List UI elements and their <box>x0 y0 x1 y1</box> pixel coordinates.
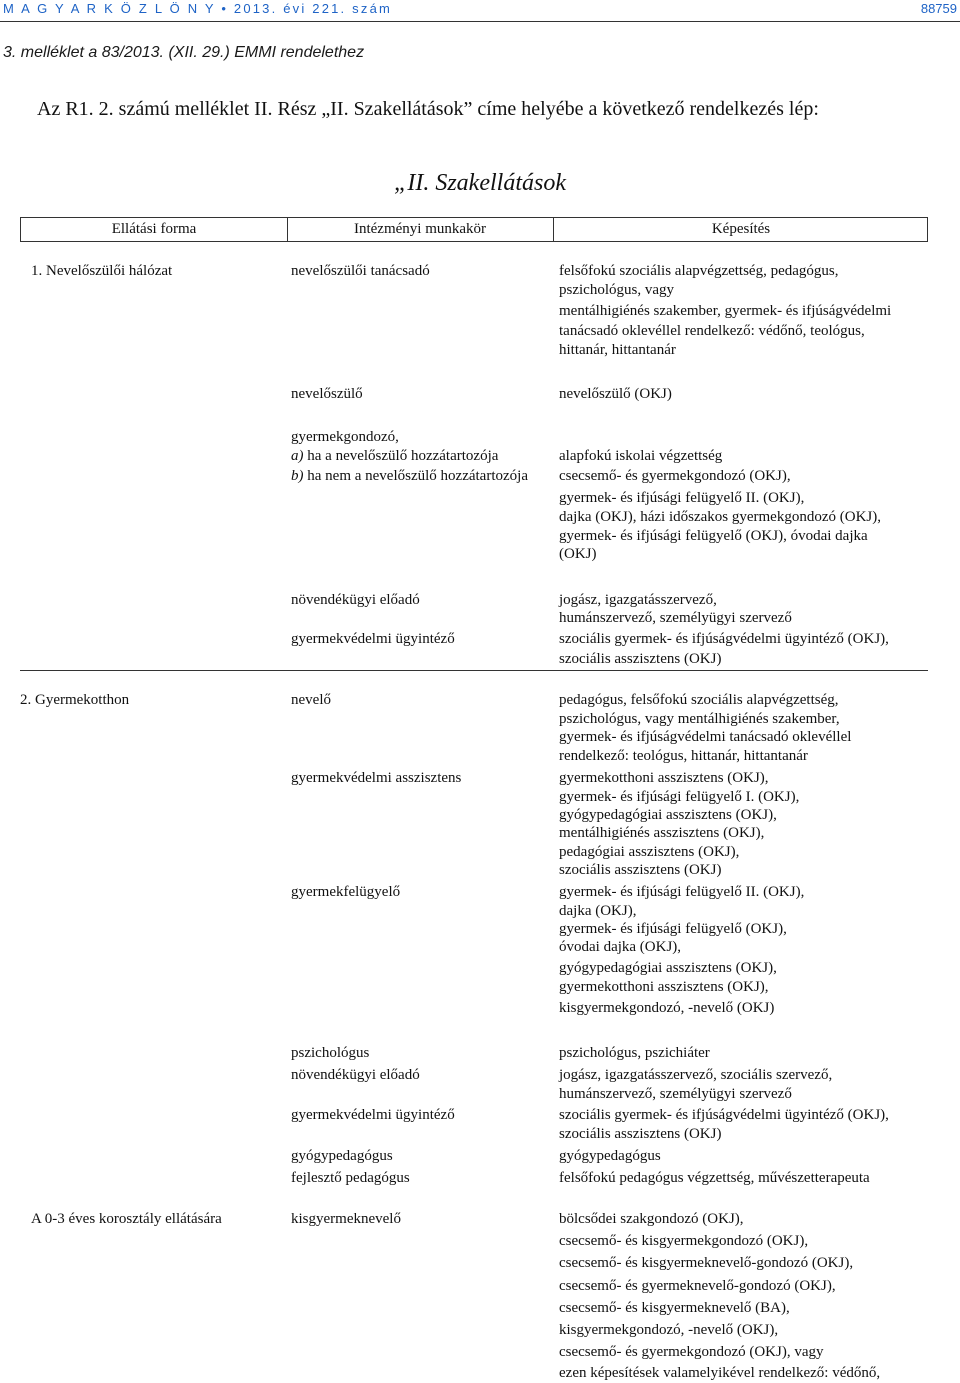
job-title: növendékügyi előadó <box>291 592 420 608</box>
qualification-line: szociális asszisztens (OKJ) <box>559 862 722 878</box>
qualification-line: gyermek- és ifjúsági felügyelő II. (OKJ), <box>559 884 805 900</box>
qualification-line: mentálhigiénés szakember, gyermek- és ifjúságvédelmi <box>559 303 892 319</box>
qualification-line: pedagógus, felsőfokú szociális alapvégzettség, <box>559 692 839 708</box>
job-title: gyermekvédelmi ügyintéző <box>291 631 455 647</box>
qualification-line: humánszervező, személyügyi szervező <box>559 610 792 626</box>
job-title: nevelőszülői tanácsadó <box>291 263 430 279</box>
qualification-line: dajka (OKJ), házi időszakos gyermekgondozó (OKJ), <box>559 509 881 525</box>
section-title: „II. Szakellátások <box>394 170 566 196</box>
job-title: gyermekgondozó, <box>291 429 399 445</box>
qualification-line: gyógypedagógiai asszisztens (OKJ), <box>559 807 777 823</box>
qualification-line: gyógypedagógiai asszisztens (OKJ), <box>559 960 777 976</box>
qualification-line: pszichológus, vagy mentálhigiénés szakember, <box>559 711 840 727</box>
qualification-line: gyermek- és ifjúsági felügyelő (OKJ), <box>559 921 787 937</box>
header-rule <box>0 21 960 22</box>
qualification-line: nevelőszülő (OKJ) <box>559 386 672 402</box>
qualification-line: csecsemő- és gyermekgondozó (OKJ), <box>559 468 791 484</box>
qualification-line: ezen képesítések valamelyikével rendelkező: védőnő, <box>559 1365 881 1381</box>
subcase-marker: a) <box>291 448 304 464</box>
qualification-line: csecsemő- és kisgyermekgondozó (OKJ), <box>559 1233 809 1249</box>
qualification-line: dajka (OKJ), <box>559 903 637 919</box>
subcase-marker: b) <box>291 468 304 484</box>
qualification-line: pedagógiai asszisztens (OKJ), <box>559 844 740 860</box>
job-title: gyermekvédelmi asszisztens <box>291 770 462 786</box>
job-subcase <box>291 467 528 486</box>
qualification-line: mentálhigiénés asszisztens (OKJ), <box>559 825 765 841</box>
qualification-line: szociális asszisztens (OKJ) <box>559 651 722 667</box>
journal-title: M A G Y A R K Ö Z L Ö N Y • 2013. évi 221. szám <box>3 1 393 16</box>
column-header-qualification: Képesítés <box>711 221 771 237</box>
qualification-line: humánszervező, személyügyi szervező <box>559 1086 792 1102</box>
qualification-line: szociális asszisztens (OKJ) <box>559 1126 722 1142</box>
qualification-line: óvodai dajka (OKJ), <box>559 939 682 955</box>
annex-title: 3. melléklet a 83/2013. (XII. 29.) EMMI rendelethez <box>3 44 365 61</box>
journal-header <box>0 0 960 18</box>
job-title: pszichológus <box>291 1045 370 1061</box>
qualification-line: pszichológus, vagy <box>559 282 674 298</box>
row-divider <box>20 670 928 671</box>
qualification-line: jogász, igazgatásszervező, <box>559 592 717 608</box>
qualification-line: jogász, igazgatásszervező, szociális szervező, <box>559 1067 833 1083</box>
job-title: gyermekvédelmi ügyintéző <box>291 1107 455 1123</box>
qualification-line: felsőfokú szociális alapvégzettség, pedagógus, <box>559 263 839 279</box>
qualification-line: csecsemő- és gyermekgondozó (OKJ), vagy <box>559 1344 824 1360</box>
qualification-line: csecsemő- és kisgyermeknevelő (BA), <box>559 1300 790 1316</box>
job-title: gyermekfelügyelő <box>291 884 401 900</box>
qualification-line: gyermek- és ifjúsági felügyelő (OKJ), óvodai dajka <box>559 528 868 544</box>
job-title: fejlesztő pedagógus <box>291 1170 410 1186</box>
job-title: nevelő <box>291 692 331 708</box>
qualification-line: kisgyermekgondozó, -nevelő (OKJ), <box>559 1322 779 1338</box>
column-header-form: Ellátási forma <box>21 218 288 241</box>
job-title: kisgyermeknevelő <box>291 1211 401 1227</box>
job-title: gyógypedagógus <box>291 1148 393 1164</box>
qualification-line: gyermekotthoni asszisztens (OKJ), <box>559 979 769 995</box>
row-form-label: 1. Nevelőszülői hálózat <box>31 263 173 279</box>
qualification-line: gyermekotthoni asszisztens (OKJ), <box>559 770 769 786</box>
qualification-line: szociális gyermek- és ifjúságvédelmi ügyintéző (OKJ), <box>559 1107 889 1123</box>
qualification-line: szociális gyermek- és ifjúságvédelmi ügyintéző (OKJ), <box>559 631 889 647</box>
qualification-line: kisgyermekgondozó, -nevelő (OKJ) <box>559 1000 775 1016</box>
intro-text: Az R1. 2. számú melléklet II. Rész „II. Szakellátások” címe helyébe a következő rendelkezés lép: <box>37 98 819 120</box>
qualification-line: gyermek- és ifjúsági felügyelő II. (OKJ), <box>559 490 805 506</box>
job-title: nevelőszülő <box>291 386 363 402</box>
subcase-text: ha nem a nevelőszülő hozzátartozója <box>303 468 528 484</box>
qualification-line: csecsemő- és gyermeknevelő-gondozó (OKJ), <box>559 1278 836 1294</box>
qualification-line: gyermek- és ifjúsági felügyelő I. (OKJ), <box>559 789 800 805</box>
page-number: 88759 <box>920 1 957 16</box>
qualification-line: tanácsadó oklevéllel rendelkező: védőnő, teológus, <box>559 323 865 339</box>
table-header <box>20 217 928 242</box>
qualification-line: pszichológus, pszichiáter <box>559 1045 710 1061</box>
subcase-text: ha a nevelőszülő hozzátartozója <box>303 448 499 464</box>
qualification-line: bölcsődei szakgondozó (OKJ), <box>559 1211 744 1227</box>
qualification-line: rendelkező: teológus, hittanár, hittantanár <box>559 748 808 764</box>
qualification-line: felsőfokú pedagógus végzettség, művészetterapeuta <box>559 1170 870 1186</box>
qualification-line: (OKJ) <box>559 546 597 562</box>
column-header-job: Intézményi munkakör <box>287 218 554 241</box>
qualification-line: hittanár, hittantanár <box>559 342 676 358</box>
row-form-label: 2. Gyermekotthon <box>20 692 130 708</box>
qualification-line: gyógypedagógus <box>559 1148 661 1164</box>
job-subcase <box>291 447 498 466</box>
qualification-line: alapfokú iskolai végzettség <box>559 448 723 464</box>
job-title: növendékügyi előadó <box>291 1067 420 1083</box>
qualification-line: csecsemő- és kisgyermeknevelő-gondozó (OKJ), <box>559 1255 854 1271</box>
row-form-label: A 0-3 éves korosztály ellátására <box>31 1211 222 1227</box>
qualification-line: gyermek- és ifjúságvédelmi tanácsadó oklevéllel <box>559 729 852 745</box>
